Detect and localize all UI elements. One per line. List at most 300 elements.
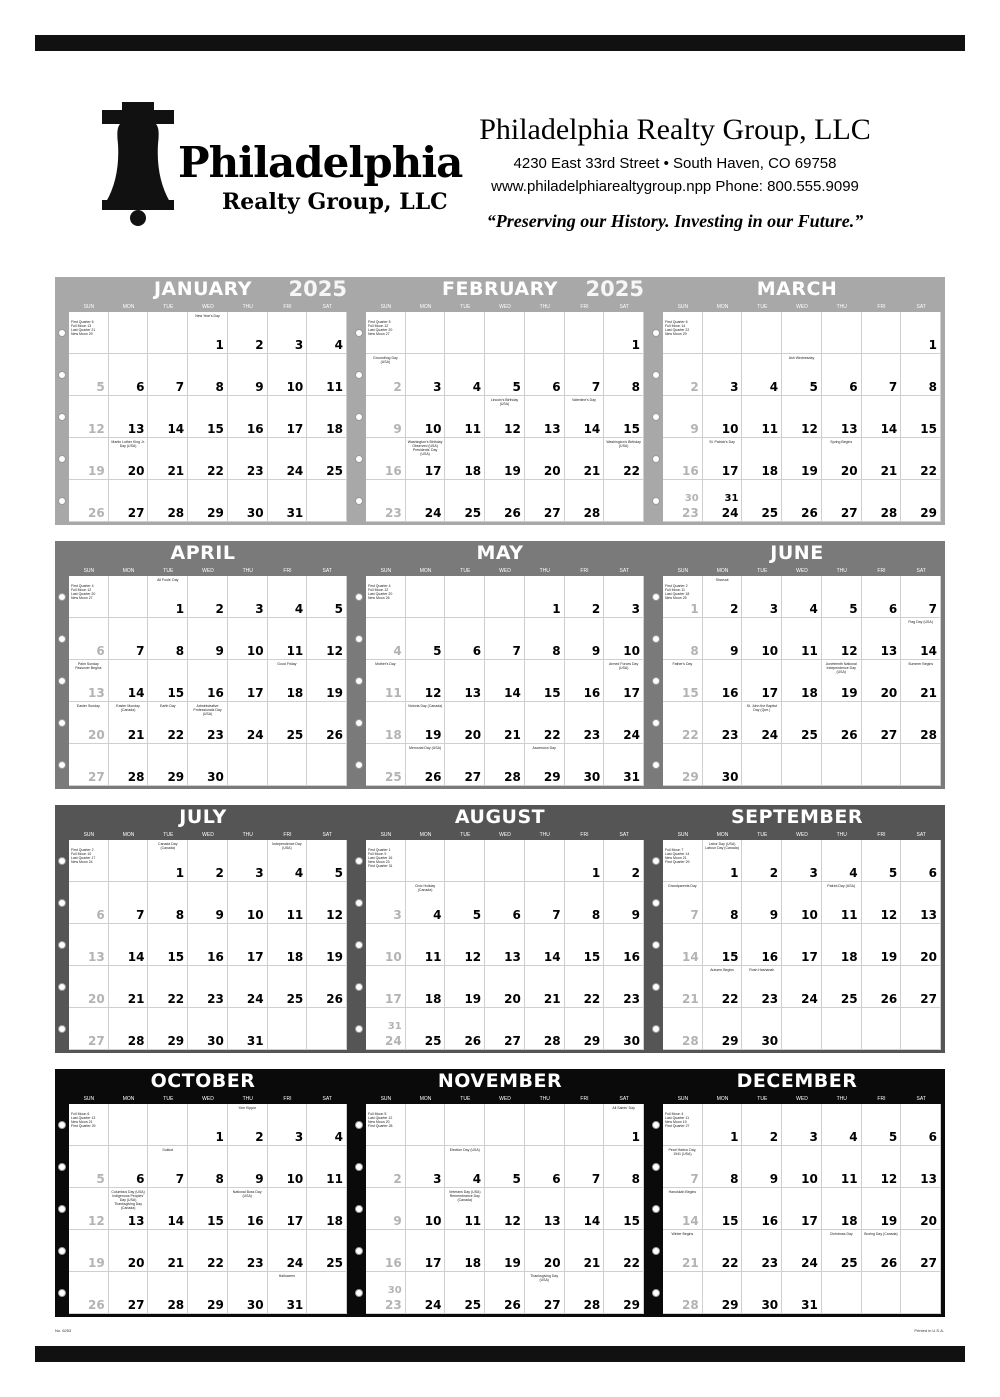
day-cell[interactable]	[782, 480, 822, 522]
day-cell[interactable]	[268, 1272, 308, 1314]
day-cell[interactable]	[663, 744, 703, 786]
day-cell[interactable]	[604, 1146, 644, 1188]
day-cell[interactable]	[188, 924, 228, 966]
day-cell[interactable]	[188, 618, 228, 660]
day-cell[interactable]	[148, 618, 188, 660]
day-cell[interactable]	[228, 618, 268, 660]
day-cell[interactable]	[782, 354, 822, 396]
day-cell[interactable]	[366, 966, 406, 1008]
day-cell[interactable]	[901, 576, 941, 618]
day-cell[interactable]	[485, 1008, 525, 1050]
day-cell[interactable]	[742, 438, 782, 480]
day-cell[interactable]	[148, 1146, 188, 1188]
day-cell[interactable]	[901, 660, 941, 702]
day-cell[interactable]	[525, 1230, 565, 1272]
day-cell[interactable]	[822, 966, 862, 1008]
day-cell[interactable]	[109, 312, 149, 354]
day-cell[interactable]	[604, 480, 644, 522]
day-cell[interactable]	[742, 480, 782, 522]
day-cell[interactable]	[901, 618, 941, 660]
day-cell[interactable]	[109, 1146, 149, 1188]
day-cell[interactable]	[69, 396, 109, 438]
day-cell[interactable]	[822, 1104, 862, 1146]
day-cell[interactable]	[228, 1104, 268, 1146]
day-cell[interactable]	[406, 882, 446, 924]
day-cell[interactable]	[69, 840, 109, 882]
day-cell[interactable]	[901, 882, 941, 924]
day-cell[interactable]	[822, 660, 862, 702]
day-cell[interactable]	[485, 312, 525, 354]
day-cell[interactable]	[366, 1230, 406, 1272]
day-cell[interactable]	[565, 1230, 605, 1272]
day-cell[interactable]	[604, 1230, 644, 1272]
day-cell[interactable]	[862, 1146, 902, 1188]
day-cell[interactable]	[901, 966, 941, 1008]
day-cell[interactable]	[366, 480, 406, 522]
day-cell[interactable]	[69, 438, 109, 480]
day-cell[interactable]	[69, 1272, 109, 1314]
day-cell[interactable]	[703, 354, 743, 396]
day-cell[interactable]	[604, 576, 644, 618]
day-cell[interactable]	[188, 576, 228, 618]
day-cell[interactable]	[148, 312, 188, 354]
day-cell[interactable]	[366, 312, 406, 354]
day-cell[interactable]	[604, 396, 644, 438]
day-cell[interactable]	[742, 924, 782, 966]
day-cell[interactable]	[228, 924, 268, 966]
day-cell[interactable]	[663, 312, 703, 354]
day-cell[interactable]	[228, 1008, 268, 1050]
day-cell[interactable]	[901, 396, 941, 438]
day-cell[interactable]	[525, 480, 565, 522]
day-cell[interactable]	[485, 480, 525, 522]
day-cell[interactable]	[822, 576, 862, 618]
day-cell[interactable]	[663, 1008, 703, 1050]
day-cell[interactable]	[268, 396, 308, 438]
day-cell[interactable]	[565, 618, 605, 660]
day-cell[interactable]	[604, 966, 644, 1008]
day-cell[interactable]	[525, 840, 565, 882]
day-cell[interactable]	[901, 1146, 941, 1188]
day-cell[interactable]	[485, 1188, 525, 1230]
day-cell[interactable]	[862, 1188, 902, 1230]
day-cell[interactable]	[782, 1104, 822, 1146]
day-cell[interactable]	[188, 660, 228, 702]
day-cell[interactable]	[525, 882, 565, 924]
day-cell[interactable]	[406, 1104, 446, 1146]
day-cell[interactable]	[742, 1188, 782, 1230]
day-cell[interactable]	[69, 1008, 109, 1050]
day-cell[interactable]	[565, 882, 605, 924]
day-cell[interactable]	[782, 1272, 822, 1314]
day-cell[interactable]	[366, 618, 406, 660]
day-cell[interactable]	[525, 744, 565, 786]
day-cell[interactable]	[445, 354, 485, 396]
day-cell[interactable]	[307, 312, 347, 354]
day-cell[interactable]	[406, 1230, 446, 1272]
day-cell[interactable]	[525, 1104, 565, 1146]
day-cell[interactable]	[663, 1230, 703, 1272]
day-cell[interactable]	[109, 618, 149, 660]
day-cell[interactable]	[307, 924, 347, 966]
day-cell[interactable]	[228, 1188, 268, 1230]
day-cell[interactable]	[406, 618, 446, 660]
day-cell[interactable]	[268, 1008, 308, 1050]
day-cell[interactable]	[188, 1272, 228, 1314]
day-cell[interactable]	[268, 312, 308, 354]
day-cell[interactable]	[742, 576, 782, 618]
day-cell[interactable]	[782, 1146, 822, 1188]
day-cell[interactable]	[822, 438, 862, 480]
day-cell[interactable]	[862, 1104, 902, 1146]
day-cell[interactable]	[525, 702, 565, 744]
day-cell[interactable]	[782, 1008, 822, 1050]
day-cell[interactable]	[148, 354, 188, 396]
day-cell[interactable]	[822, 744, 862, 786]
day-cell[interactable]	[663, 1272, 703, 1314]
day-cell[interactable]	[565, 1104, 605, 1146]
day-cell[interactable]	[109, 924, 149, 966]
day-cell[interactable]	[742, 1230, 782, 1272]
day-cell[interactable]	[485, 618, 525, 660]
day-cell[interactable]	[703, 618, 743, 660]
day-cell[interactable]	[703, 480, 743, 522]
day-cell[interactable]	[69, 744, 109, 786]
day-cell[interactable]	[901, 840, 941, 882]
day-cell[interactable]	[228, 882, 268, 924]
day-cell[interactable]	[703, 576, 743, 618]
day-cell[interactable]	[663, 576, 703, 618]
day-cell[interactable]	[782, 882, 822, 924]
day-cell[interactable]	[307, 1230, 347, 1272]
day-cell[interactable]	[604, 702, 644, 744]
day-cell[interactable]	[109, 840, 149, 882]
day-cell[interactable]	[782, 840, 822, 882]
day-cell[interactable]	[604, 924, 644, 966]
day-cell[interactable]	[307, 1008, 347, 1050]
day-cell[interactable]	[604, 312, 644, 354]
day-cell[interactable]	[782, 744, 822, 786]
day-cell[interactable]	[822, 618, 862, 660]
day-cell[interactable]	[228, 1272, 268, 1314]
day-cell[interactable]	[663, 882, 703, 924]
day-cell[interactable]	[862, 354, 902, 396]
day-cell[interactable]	[109, 1104, 149, 1146]
day-cell[interactable]	[703, 840, 743, 882]
day-cell[interactable]	[862, 966, 902, 1008]
day-cell[interactable]	[228, 1230, 268, 1272]
day-cell[interactable]	[188, 702, 228, 744]
day-cell[interactable]	[148, 438, 188, 480]
day-cell[interactable]	[782, 438, 822, 480]
day-cell[interactable]	[366, 882, 406, 924]
day-cell[interactable]	[228, 438, 268, 480]
day-cell[interactable]	[109, 882, 149, 924]
day-cell[interactable]	[901, 1188, 941, 1230]
day-cell[interactable]	[366, 1008, 406, 1050]
day-cell[interactable]	[445, 882, 485, 924]
day-cell[interactable]	[901, 312, 941, 354]
day-cell[interactable]	[307, 576, 347, 618]
day-cell[interactable]	[565, 966, 605, 1008]
day-cell[interactable]	[445, 924, 485, 966]
day-cell[interactable]	[366, 438, 406, 480]
day-cell[interactable]	[307, 438, 347, 480]
day-cell[interactable]	[445, 576, 485, 618]
day-cell[interactable]	[148, 702, 188, 744]
day-cell[interactable]	[228, 312, 268, 354]
day-cell[interactable]	[525, 660, 565, 702]
day-cell[interactable]	[782, 1188, 822, 1230]
day-cell[interactable]	[228, 1146, 268, 1188]
day-cell[interactable]	[485, 840, 525, 882]
day-cell[interactable]	[663, 1104, 703, 1146]
day-cell[interactable]	[901, 702, 941, 744]
day-cell[interactable]	[148, 840, 188, 882]
day-cell[interactable]	[148, 660, 188, 702]
day-cell[interactable]	[742, 396, 782, 438]
day-cell[interactable]	[703, 1146, 743, 1188]
day-cell[interactable]	[565, 576, 605, 618]
day-cell[interactable]	[109, 396, 149, 438]
day-cell[interactable]	[525, 924, 565, 966]
day-cell[interactable]	[703, 744, 743, 786]
day-cell[interactable]	[307, 660, 347, 702]
day-cell[interactable]	[663, 396, 703, 438]
day-cell[interactable]	[485, 1104, 525, 1146]
day-cell[interactable]	[69, 480, 109, 522]
day-cell[interactable]	[565, 744, 605, 786]
day-cell[interactable]	[604, 1104, 644, 1146]
day-cell[interactable]	[268, 660, 308, 702]
day-cell[interactable]	[485, 396, 525, 438]
day-cell[interactable]	[782, 312, 822, 354]
day-cell[interactable]	[565, 1008, 605, 1050]
day-cell[interactable]	[268, 1104, 308, 1146]
day-cell[interactable]	[604, 354, 644, 396]
day-cell[interactable]	[366, 1146, 406, 1188]
day-cell[interactable]	[69, 1230, 109, 1272]
day-cell[interactable]	[742, 660, 782, 702]
day-cell[interactable]	[525, 438, 565, 480]
day-cell[interactable]	[485, 660, 525, 702]
day-cell[interactable]	[406, 840, 446, 882]
day-cell[interactable]	[565, 438, 605, 480]
day-cell[interactable]	[228, 702, 268, 744]
day-cell[interactable]	[703, 660, 743, 702]
day-cell[interactable]	[901, 744, 941, 786]
day-cell[interactable]	[565, 840, 605, 882]
day-cell[interactable]	[663, 660, 703, 702]
day-cell[interactable]	[742, 1008, 782, 1050]
day-cell[interactable]	[604, 1008, 644, 1050]
day-cell[interactable]	[901, 1230, 941, 1272]
day-cell[interactable]	[862, 618, 902, 660]
day-cell[interactable]	[822, 1146, 862, 1188]
day-cell[interactable]	[445, 480, 485, 522]
day-cell[interactable]	[307, 744, 347, 786]
day-cell[interactable]	[307, 1188, 347, 1230]
day-cell[interactable]	[782, 702, 822, 744]
day-cell[interactable]	[366, 660, 406, 702]
day-cell[interactable]	[901, 480, 941, 522]
day-cell[interactable]	[366, 840, 406, 882]
day-cell[interactable]	[485, 438, 525, 480]
day-cell[interactable]	[445, 1272, 485, 1314]
day-cell[interactable]	[188, 438, 228, 480]
day-cell[interactable]	[445, 438, 485, 480]
day-cell[interactable]	[109, 1230, 149, 1272]
day-cell[interactable]	[148, 744, 188, 786]
day-cell[interactable]	[822, 396, 862, 438]
day-cell[interactable]	[485, 924, 525, 966]
day-cell[interactable]	[307, 1146, 347, 1188]
day-cell[interactable]	[109, 1272, 149, 1314]
day-cell[interactable]	[703, 924, 743, 966]
day-cell[interactable]	[742, 840, 782, 882]
day-cell[interactable]	[228, 480, 268, 522]
day-cell[interactable]	[663, 1188, 703, 1230]
day-cell[interactable]	[406, 660, 446, 702]
day-cell[interactable]	[525, 1008, 565, 1050]
day-cell[interactable]	[406, 744, 446, 786]
day-cell[interactable]	[862, 882, 902, 924]
day-cell[interactable]	[703, 1188, 743, 1230]
day-cell[interactable]	[822, 1272, 862, 1314]
day-cell[interactable]	[565, 924, 605, 966]
day-cell[interactable]	[782, 924, 822, 966]
day-cell[interactable]	[703, 438, 743, 480]
day-cell[interactable]	[307, 618, 347, 660]
day-cell[interactable]	[69, 312, 109, 354]
day-cell[interactable]	[268, 480, 308, 522]
day-cell[interactable]	[565, 396, 605, 438]
day-cell[interactable]	[69, 924, 109, 966]
day-cell[interactable]	[445, 618, 485, 660]
day-cell[interactable]	[109, 744, 149, 786]
day-cell[interactable]	[485, 1146, 525, 1188]
day-cell[interactable]	[604, 660, 644, 702]
day-cell[interactable]	[109, 576, 149, 618]
day-cell[interactable]	[188, 480, 228, 522]
day-cell[interactable]	[822, 702, 862, 744]
day-cell[interactable]	[445, 1146, 485, 1188]
day-cell[interactable]	[188, 1008, 228, 1050]
day-cell[interactable]	[782, 660, 822, 702]
day-cell[interactable]	[445, 1230, 485, 1272]
day-cell[interactable]	[901, 1104, 941, 1146]
day-cell[interactable]	[307, 354, 347, 396]
day-cell[interactable]	[565, 312, 605, 354]
day-cell[interactable]	[703, 966, 743, 1008]
day-cell[interactable]	[109, 1188, 149, 1230]
day-cell[interactable]	[703, 1272, 743, 1314]
day-cell[interactable]	[445, 840, 485, 882]
day-cell[interactable]	[901, 924, 941, 966]
day-cell[interactable]	[822, 840, 862, 882]
day-cell[interactable]	[604, 618, 644, 660]
day-cell[interactable]	[268, 576, 308, 618]
day-cell[interactable]	[366, 396, 406, 438]
day-cell[interactable]	[406, 480, 446, 522]
day-cell[interactable]	[268, 1188, 308, 1230]
day-cell[interactable]	[742, 312, 782, 354]
day-cell[interactable]	[228, 396, 268, 438]
day-cell[interactable]	[742, 702, 782, 744]
day-cell[interactable]	[485, 1272, 525, 1314]
day-cell[interactable]	[822, 480, 862, 522]
day-cell[interactable]	[485, 882, 525, 924]
day-cell[interactable]	[148, 576, 188, 618]
day-cell[interactable]	[445, 396, 485, 438]
day-cell[interactable]	[742, 1272, 782, 1314]
day-cell[interactable]	[862, 660, 902, 702]
day-cell[interactable]	[148, 1272, 188, 1314]
day-cell[interactable]	[148, 1188, 188, 1230]
day-cell[interactable]	[742, 966, 782, 1008]
day-cell[interactable]	[862, 840, 902, 882]
day-cell[interactable]	[148, 882, 188, 924]
day-cell[interactable]	[565, 354, 605, 396]
day-cell[interactable]	[525, 618, 565, 660]
day-cell[interactable]	[822, 354, 862, 396]
day-cell[interactable]	[485, 702, 525, 744]
day-cell[interactable]	[228, 840, 268, 882]
day-cell[interactable]	[782, 396, 822, 438]
day-cell[interactable]	[69, 660, 109, 702]
day-cell[interactable]	[663, 840, 703, 882]
day-cell[interactable]	[742, 744, 782, 786]
day-cell[interactable]	[782, 576, 822, 618]
day-cell[interactable]	[862, 312, 902, 354]
day-cell[interactable]	[406, 438, 446, 480]
day-cell[interactable]	[188, 1146, 228, 1188]
day-cell[interactable]	[485, 354, 525, 396]
day-cell[interactable]	[109, 354, 149, 396]
day-cell[interactable]	[406, 1272, 446, 1314]
day-cell[interactable]	[307, 1104, 347, 1146]
day-cell[interactable]	[445, 702, 485, 744]
day-cell[interactable]	[445, 312, 485, 354]
day-cell[interactable]	[862, 480, 902, 522]
day-cell[interactable]	[268, 840, 308, 882]
day-cell[interactable]	[406, 924, 446, 966]
day-cell[interactable]	[69, 702, 109, 744]
day-cell[interactable]	[663, 966, 703, 1008]
day-cell[interactable]	[366, 1272, 406, 1314]
day-cell[interactable]	[485, 966, 525, 1008]
day-cell[interactable]	[445, 660, 485, 702]
day-cell[interactable]	[862, 1272, 902, 1314]
day-cell[interactable]	[822, 882, 862, 924]
day-cell[interactable]	[109, 660, 149, 702]
day-cell[interactable]	[901, 1272, 941, 1314]
day-cell[interactable]	[188, 354, 228, 396]
day-cell[interactable]	[525, 1146, 565, 1188]
day-cell[interactable]	[822, 312, 862, 354]
day-cell[interactable]	[307, 840, 347, 882]
day-cell[interactable]	[307, 882, 347, 924]
day-cell[interactable]	[703, 396, 743, 438]
day-cell[interactable]	[862, 702, 902, 744]
day-cell[interactable]	[862, 924, 902, 966]
day-cell[interactable]	[822, 924, 862, 966]
day-cell[interactable]	[862, 1230, 902, 1272]
day-cell[interactable]	[268, 882, 308, 924]
day-cell[interactable]	[307, 966, 347, 1008]
day-cell[interactable]	[366, 1104, 406, 1146]
day-cell[interactable]	[307, 702, 347, 744]
